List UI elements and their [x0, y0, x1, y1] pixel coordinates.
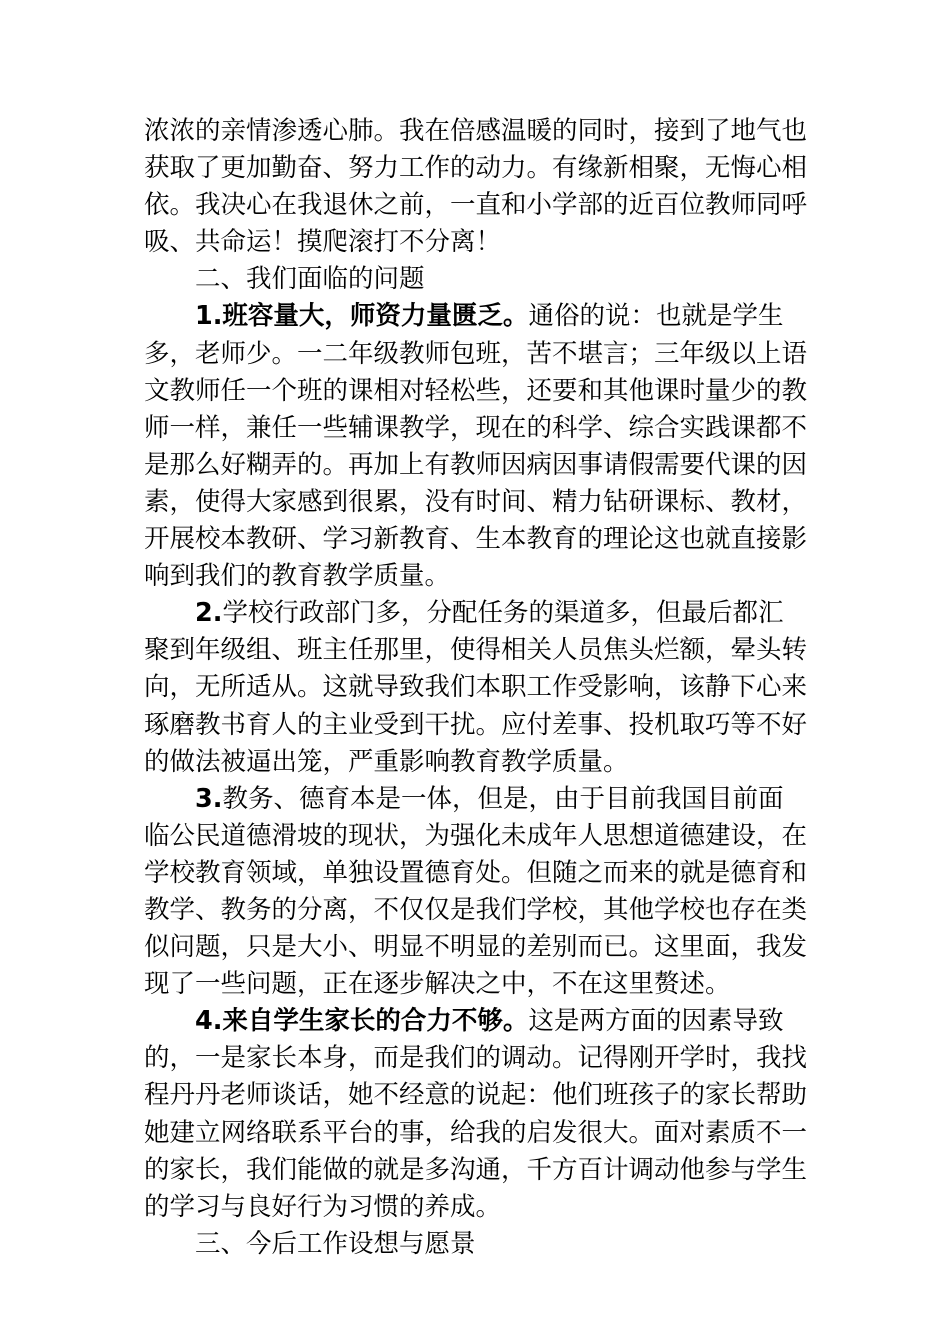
item2-paragraph: [144, 595, 808, 780]
item1-bold-lead: 1.班容量大，师资力量匮乏。: [195, 301, 529, 332]
item1-text: 通俗的说：也就是学生多，老师少。一二年级教师包班，苦不堪言；三年级以上语文教师任一个班的课相对轻松些，还要和其他课时量少的教师一样，兼任一些辅课教学，现在的科学、综合实践课都不是那么好糊弄的。再加上有教师因病因事请假需要代课的因素，使得大家感到很累，没有时间、精力钻研课标、教材，开展校本教研、学习新教育、生本教育的理论这也就直接影响到我们的教育教学质量。: [144, 301, 808, 592]
item3-number: 3.: [195, 783, 223, 814]
intro-text: 浓浓的亲情渗透心肺。我在倍感温暖的同时，接到了地气也获取了更加勤奋、努力工作的动力。有缘新相聚，无悔心相依。我决心在我退休之前，一直和小学部的近百位教师同呼吸、共命运！摸爬滚打不分离！: [144, 116, 808, 258]
document-body: [144, 113, 808, 1263]
item4-bold-lead: 4.来自学生家长的合力不够。: [195, 1006, 529, 1037]
item2-number: 2.: [195, 598, 223, 629]
section3-heading: [144, 1226, 808, 1263]
item1-paragraph: [144, 298, 808, 595]
item4-paragraph: [144, 1003, 808, 1226]
item2-text: 学校行政部门多，分配任务的渠道多，但最后都汇聚到年级组、班主任那里，使得相关人员焦头烂额，晕头转向，无所适从。这就导致我们本职工作受影响，该静下心来琢磨教书育人的主业受到干扰。应付差事、投机取巧等不好的做法被逼出笼，严重影响教育教学质量。: [144, 598, 808, 777]
item3-text: 教务、德育本是一体，但是，由于目前我国目前面临公民道德滑坡的现状，为强化未成年人思想道德建设，在学校教育领域，单独设置德育处。但随之而来的就是德育和教学、教务的分离，不仅仅是我们学校，其他学校也存在类似问题，只是大小、明显不明显的差别而已。这里面，我发现了一些问题，正在逐步解决之中，不在这里赘述。: [144, 783, 808, 1000]
section2-heading-text: 二、我们面临的问题: [195, 264, 425, 295]
intro-paragraph: [144, 113, 808, 261]
item3-paragraph: [144, 781, 808, 1004]
section2-heading: [144, 261, 808, 298]
item4-text: 这是两方面的因素导致的，一是家长本身，而是我们的调动。记得刚开学时，我找程丹丹老师谈话，她不经意的说起：他们班孩子的家长帮助她建立网络联系平台的事，给我的启发很大。面对素质不一的家长，我们能做的就是多沟通，千方百计调动他参与学生的学习与良好行为习惯的养成。: [144, 1006, 808, 1222]
section3-heading-text: 三、今后工作设想与愿景: [195, 1228, 476, 1259]
